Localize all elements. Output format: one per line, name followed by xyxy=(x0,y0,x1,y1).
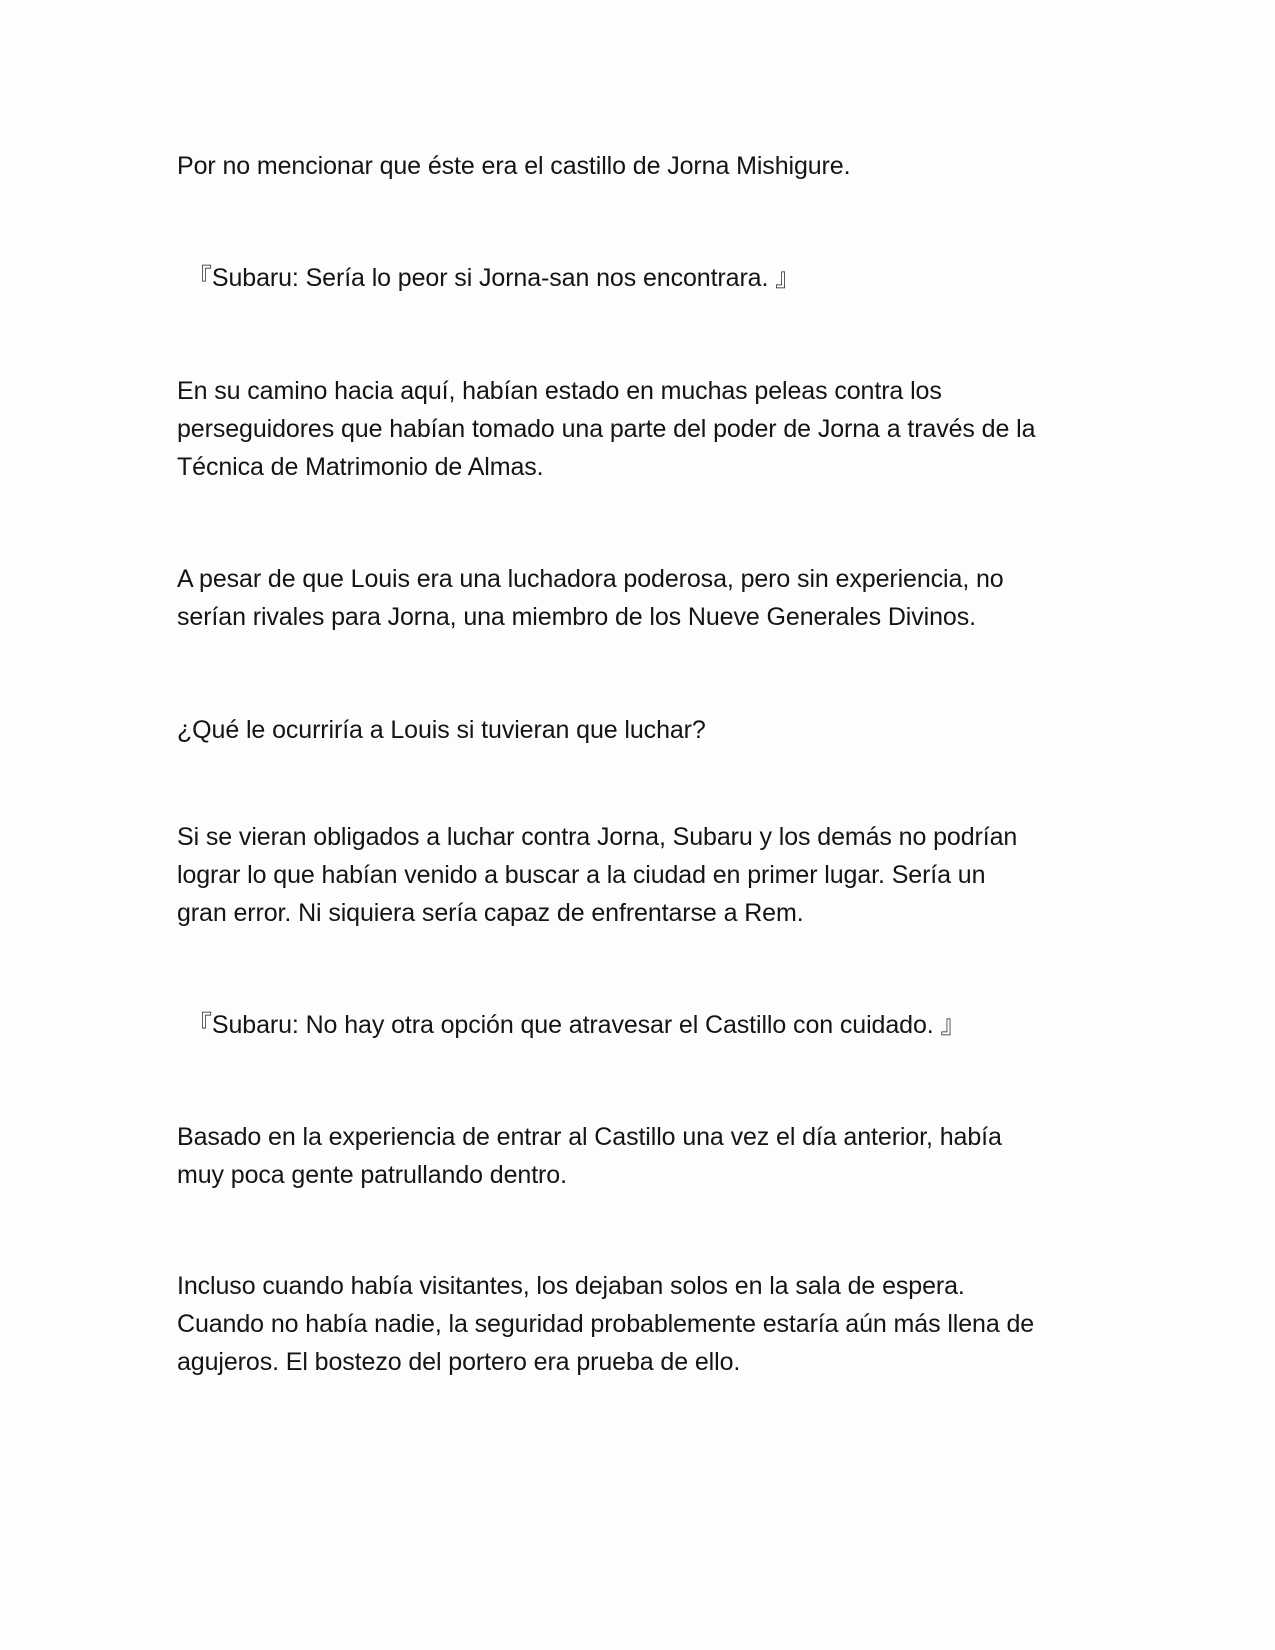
text-line: Si se vieran obligados a luchar contra Jorna, Subaru y los demás no podrían xyxy=(177,823,1018,851)
text-line: Cuando no había nadie, la seguridad probablemente estaría aún más llena de xyxy=(177,1310,1035,1338)
dialogue-subaru-careful xyxy=(187,1006,1117,1044)
text-line: muy poca gente patrullando dentro. xyxy=(177,1161,567,1189)
dialogue-subaru-worst-case xyxy=(187,259,1117,297)
paragraph-experience xyxy=(177,1118,1107,1194)
text-line: 『Subaru: No hay otra opción que atravesar el Castillo con cuidado. 』 xyxy=(187,1011,966,1039)
paragraph-question xyxy=(177,711,1107,749)
paragraph-forced-fight xyxy=(177,818,1107,932)
text-line: ¿Qué le ocurriría a Louis si tuvieran que luchar? xyxy=(177,716,706,744)
text-line: Incluso cuando había visitantes, los dejaban solos en la sala de espera. xyxy=(177,1272,965,1300)
text-line: Técnica de Matrimonio de Almas. xyxy=(177,453,544,481)
text-line: Basado en la experiencia de entrar al Castillo una vez el día anterior, había xyxy=(177,1123,1002,1151)
paragraph-pursuers xyxy=(177,372,1107,486)
paragraph-louis-strength xyxy=(177,560,1107,636)
paragraph-security xyxy=(177,1267,1107,1381)
text-line: En su camino hacia aquí, habían estado en muchas peleas contra los xyxy=(177,377,942,405)
text-line: agujeros. El bostezo del portero era prueba de ello. xyxy=(177,1348,741,1376)
text-line: 『Subaru: Sería lo peor si Jorna-san nos encontrara. 』 xyxy=(187,264,801,292)
text-line: Por no mencionar que éste era el castillo de Jorna Mishigure. xyxy=(177,152,851,180)
text-line: lograr lo que habían venido a buscar a la ciudad en primer lugar. Sería un xyxy=(177,861,986,889)
text-line: serían rivales para Jorna, una miembro de los Nueve Generales Divinos. xyxy=(177,603,976,631)
text-line: gran error. Ni siquiera sería capaz de enfrentarse a Rem. xyxy=(177,899,804,927)
paragraph-castle-owner xyxy=(177,147,1107,185)
text-line: perseguidores que habían tomado una parte del poder de Jorna a través de la xyxy=(177,415,1036,443)
text-line: A pesar de que Louis era una luchadora poderosa, pero sin experiencia, no xyxy=(177,565,1004,593)
